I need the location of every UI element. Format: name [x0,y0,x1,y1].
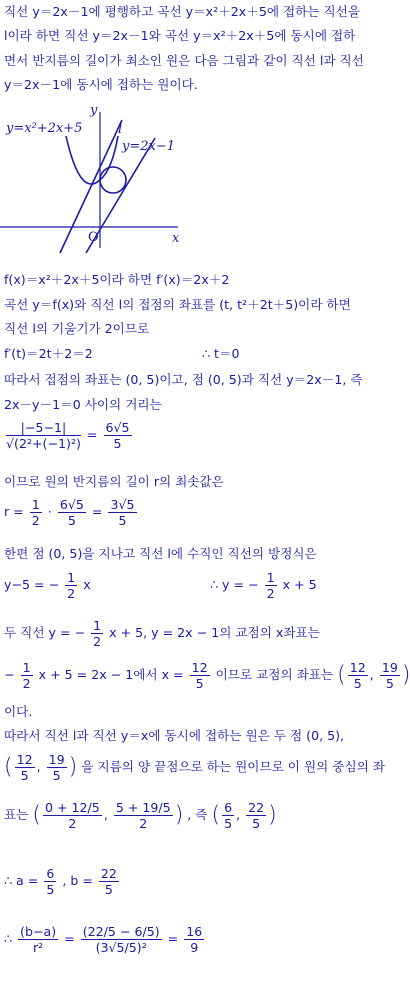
parabola-curve [66,136,118,184]
line-s10: − $\frac{1}{2}$ x + 5 = 2x − 1에서 x = $\frac{12}{5}$ 이므로 교점의 좌표는 ( $\frac{12}{5}$ , $\frac{19}{5}$ ) [4,660,410,691]
intro-line-3: 면서 반지름의 길이가 최소인 원은 다음 그림과 같이 직선 l과 직선 [4,53,364,68]
line-s16: ∴ $\frac{(b-a)}{\text{r²}}$ = $\frac{(22/5 - 6/5)}{\text{(3√5/5)²}}$ = $\frac{16}{9}$ [4,924,203,955]
distance-frac: $\frac{|-5-1|}{\text{√(2²+(−1)²)}}$ [6,420,81,451]
distance-result: $\frac{6√5}{5}$ [105,420,130,451]
line-s12: 따라서 직선 l과 직선 y＝x에 동시에 접하는 원은 두 점 (0, 5), [4,728,345,743]
line-s11: 이다. [4,704,33,719]
line-s2: 곡선 y＝f(x)와 직선 l의 접점의 좌표를 (t, t²＋2t＋5)이라 하면 [4,297,351,312]
x-axis-label: x [172,231,180,246]
origin-label: O [88,230,99,245]
line-s5: 따라서 접점의 좌표는 (0, 5)이고, 점 (0, 5)과 직선 y＝2x－1, 즉 [4,372,363,387]
tangent-figure [0,98,200,258]
line-s3: 직선 l의 기울기가 2이므로 [4,321,150,336]
line-s4b: ∴ t＝0 [202,346,240,361]
line-s14: 표는 ( $\frac{0 + 12/5}{2}$ , $\frac{5 + 19/5}{2}$ ) , 즉 ( $\frac{6}{5}$ , $\frac{22}{5}$ ) [4,800,277,831]
line-s15: ∴ a = $\frac{6}{5}$ , b = $\frac{22}{5}$ [4,866,117,897]
line-s9: 두 직선 y = − $\frac{1}{2}$ x + 5, y = 2x − 1의 교점의 x좌표는 [4,618,320,649]
tangent-circle [100,167,126,193]
line-s1: f(x)＝x²＋2x＋5이라 하면 f′(x)＝2x＋2 [4,272,230,287]
l-label: l [118,122,123,137]
line-label: y=2x−1 [122,139,176,154]
line-s6: 2x－y－1＝0 사이의 거리는 [4,397,162,412]
perp-right: ∴ y = − $\frac{1}{2}$ x + 5 [210,570,317,601]
intro-line-1: 직선 y＝2x－1에 평행하고 곡선 y＝x²＋2x＋5에 접하는 직선을 [4,4,361,19]
r-formula: r = $\frac{1}{2}$ · $\frac{6√5}{5}$ = $\frac{3√5}{5}$ [4,497,135,528]
intro-line-2: l이라 하면 직선 y＝2x－1와 곡선 y＝x²＋2x＋5에 동시에 접하 [4,28,356,43]
y-axis-label: y [90,103,98,118]
line-s13: ( $\frac{12}{5}$ , $\frac{19}{5}$ ) 을 지름의 양 끝점으로 하는 원이므로 이 원의 중심의 좌 [4,752,385,783]
perp-left: y−5 = − $\frac{1}{2}$ x [4,570,91,601]
line-s8: 한편 점 (0, 5)을 지나고 직선 l에 수직인 직선의 방정식은 [4,546,317,561]
intro-line-4: y＝2x－1에 동시에 접하는 원이다. [4,77,198,92]
curve-label: y=x²+2x+5 [6,121,83,136]
distance-formula: $\frac{|-5-1|}{\text{√(2²+(−1)²)}}$ = $\frac{6√5}{5}$ [6,420,130,451]
line-s7: 이므로 원의 반지름의 길이 r의 최솟값은 [4,474,224,489]
line-s4a: f′(t)＝2t＋2＝2 [4,346,93,361]
